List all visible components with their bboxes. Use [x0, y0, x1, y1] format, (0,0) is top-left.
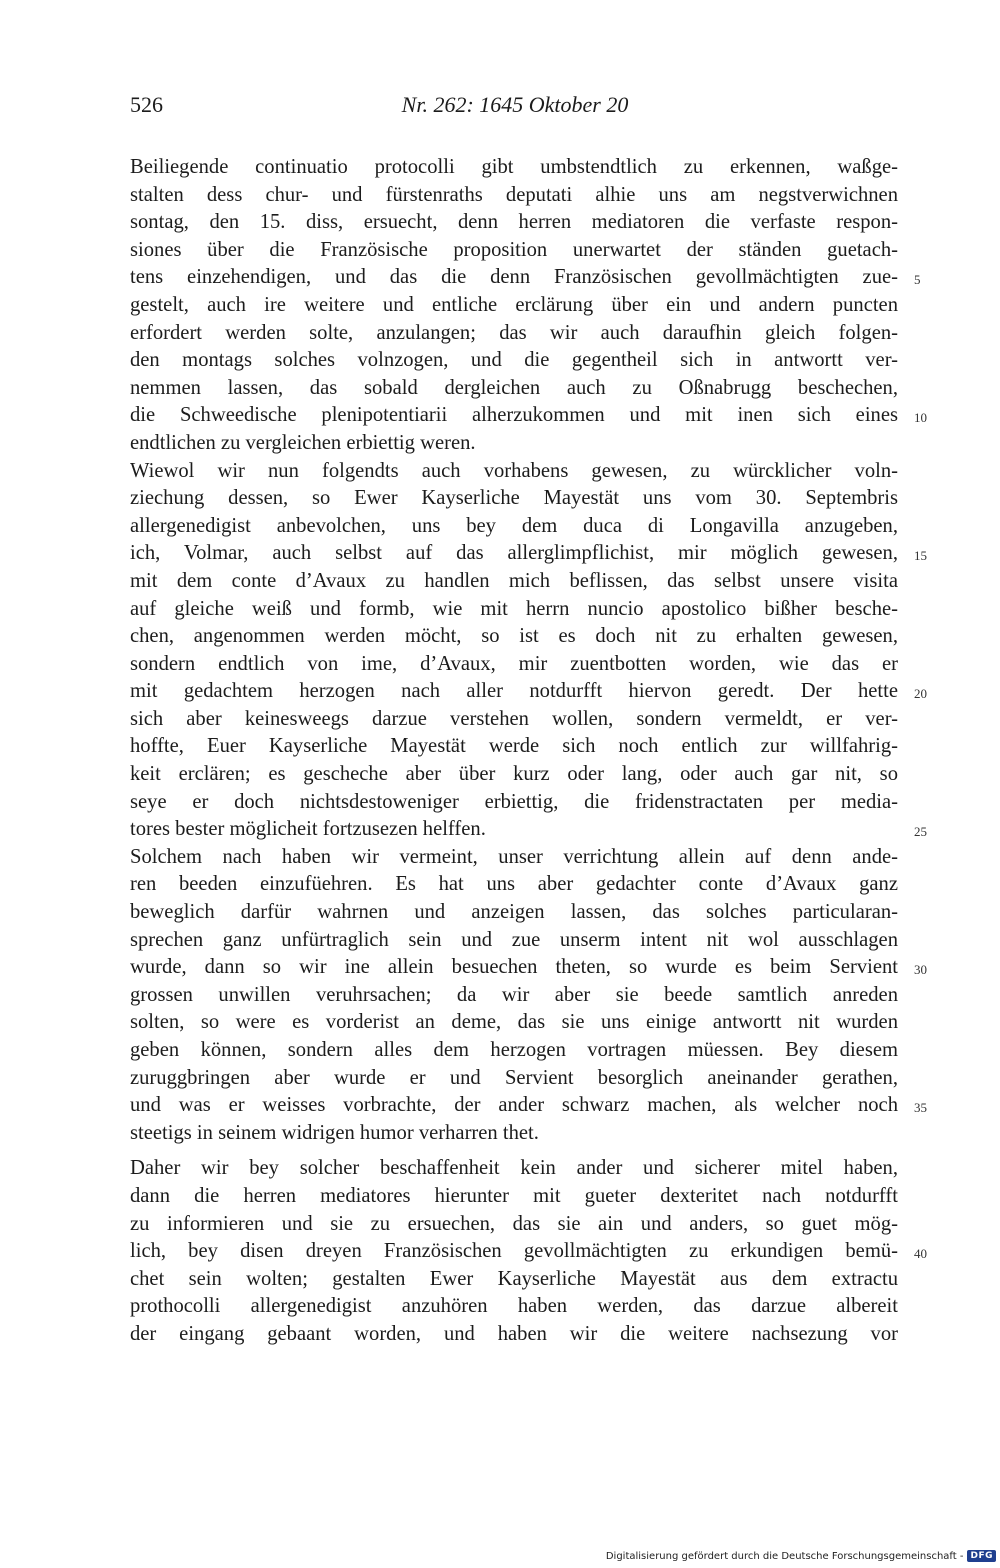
page-number: 526 — [130, 92, 163, 117]
text-line: lich, bey disen dreyen Französischen gevollmächtigten zu erkundigen bemü- — [130, 1240, 898, 1263]
text-line: gestelt, auch ire weitere und entliche erclärung über ein und andern puncten — [130, 293, 898, 316]
text-line: nemmen lassen, das sobald dergleichen auch zu Oßnabrugg beschechen, — [130, 376, 898, 399]
margin-line-number: 35 — [914, 1100, 927, 1115]
text-line: prothocolli allergenedigist anzuhören haben werden, das darzue albereit — [130, 1295, 898, 1318]
dfg-logo: DFG — [967, 1550, 996, 1562]
text-line: Solchem nach haben wir vermeint, unser verrichtung allein auf denn ande- — [130, 845, 898, 868]
text-line: tores bester möglicheit fortzusezen helffen. — [130, 818, 486, 841]
margin-line-number: 40 — [914, 1246, 927, 1261]
text-line: Beiliegende continuatio protocolli gibt umbstendtlich zu erkennen, waßge- — [130, 156, 898, 178]
text-line: ren beeden einzufüehren. Es hat uns aber gedachter conte d’Avaux ganz — [130, 873, 898, 896]
text-line: keit erclären; es gescheche aber über kurz oder lang, oder auch gar nit, so — [130, 763, 898, 786]
text-line: ich, Volmar, auch selbst auf das allerglimpflichist, mir möglich gewesen, — [130, 542, 898, 565]
text-line: auf gleiche weiß und formb, wie mit herrn nuncio apostolico bißher besche- — [130, 597, 898, 620]
text-line: sontag, den 15. diss, ersuecht, denn herren mediatoren die verfaste respon- — [130, 211, 898, 234]
text-line: tens einzehendigen, und das die denn Französischen gevollmächtigten zue- — [130, 266, 898, 289]
text-line: dann die herren mediatores hierunter mit gueter dexteritet nach notdurfft — [130, 1184, 898, 1207]
text-line: wurde, dann so wir ine allein besuechen theten, so wurde es beim Servient — [130, 956, 898, 979]
margin-line-number: 25 — [914, 824, 927, 839]
footer-text: Digitalisierung gefördert durch die Deutsche Forschungsgemeinschaft - — [605, 1550, 964, 1562]
text-line: Daher wir bey solcher beschaffenheit kein ander und sicherer mitel haben, — [130, 1157, 898, 1180]
text-line: der eingang gebaant worden, und haben wir die weitere nachsezung vor — [130, 1322, 898, 1345]
text-line: mit dem conte d’Avaux zu handlen mich beflissen, das selbst unsere visita — [130, 569, 898, 592]
text-line: siones über die Französische proposition unerwartet der ständen guetach- — [130, 238, 898, 261]
text-line: chen, angenommen werden möcht, so ist es doch nit zu erhalten gewesen, — [130, 625, 898, 648]
text-line: hoffte, Euer Kayserliche Mayestät werde sich noch entlich zur willfahrig- — [130, 735, 898, 758]
text-line: erfordert werden solte, anzulangen; das wir auch daraufhin gleich folgen- — [130, 321, 898, 344]
text-line: Wiewol wir nun folgendts auch vorhabens gewesen, zu würcklicher voln- — [130, 459, 898, 482]
text-line: mit gedachtem herzogen nach aller notdurfft hiervon geredt. Der hette — [130, 680, 898, 703]
digitization-footer — [606, 1548, 996, 1564]
text-line: ziechung dessen, so Ewer Kayserliche Mayestät uns vom 30. Septembris — [130, 487, 898, 510]
page-header — [130, 92, 900, 122]
text-line: steetigs in seinem widrigen humor verharren thet. — [130, 1121, 539, 1144]
text-line: die Schweedische plenipotentiarii alherzukommen und mit inen sich eines — [130, 404, 898, 427]
text-line: grossen unwillen veruhrsachen; da wir aber sie beede samtlich anreden — [130, 983, 898, 1006]
text-line: sprechen ganz unfürtraglich sein und zue unserm intent nit wol ausschlagen — [130, 928, 898, 951]
paragraph-gap — [130, 1147, 898, 1155]
margin-line-number: 30 — [914, 962, 927, 977]
text-line: den montags solches volnzogen, und die gegentheil sich in antwortt ver- — [130, 349, 898, 372]
text-line: sich aber keinesweegs darzue verstehen wollen, sondern vermeldt, er ver- — [130, 707, 898, 730]
text-line: zuruggbringen aber wurde er und Servient besorglich aneinander gerathen, — [130, 1066, 898, 1089]
text-line: und was er weisses vorbrachte, der ander schwarz machen, als welcher noch — [130, 1094, 898, 1117]
running-head: Nr. 262: 1645 Oktober 20 — [401, 92, 629, 117]
text-line: stalten dess chur- und fürstenraths deputati alhie uns am negstverwichnen — [130, 183, 898, 206]
text-line: seye er doch nichtsdestoweniger erbiettig, die fridenstractaten per media- — [130, 790, 898, 813]
text-line: geben können, sondern alles dem herzogen vortragen müessen. Bey diesem — [130, 1039, 898, 1061]
text-line: zu informieren und sie zu ersuechen, das sie ain und anders, so guet mög- — [130, 1212, 898, 1235]
text-line: chet sein wolten; gestalten Ewer Kayserliche Mayestät aus dem extractu — [130, 1267, 898, 1290]
body-text — [130, 154, 898, 1349]
margin-line-number: 5 — [914, 272, 921, 287]
margin-line-number: 15 — [914, 548, 927, 563]
text-line: sondern endtlich von ime, d’Avaux, mir zuentbotten worden, wie das er — [130, 652, 898, 675]
margin-line-number: 20 — [914, 686, 927, 701]
text-line: solten, so were es vorderist an deme, das sie uns einige antwortt nit wurden — [130, 1011, 898, 1034]
margin-line-number: 10 — [914, 410, 927, 425]
text-line: allergenedigist anbevolchen, uns bey dem duca di Longavilla anzugeben, — [130, 514, 898, 537]
text-line: beweglich darfür wahrnen und anzeigen lassen, das solches particularan- — [130, 901, 898, 924]
text-line: endtlichen zu vergleichen erbiettig weren. — [130, 431, 476, 454]
